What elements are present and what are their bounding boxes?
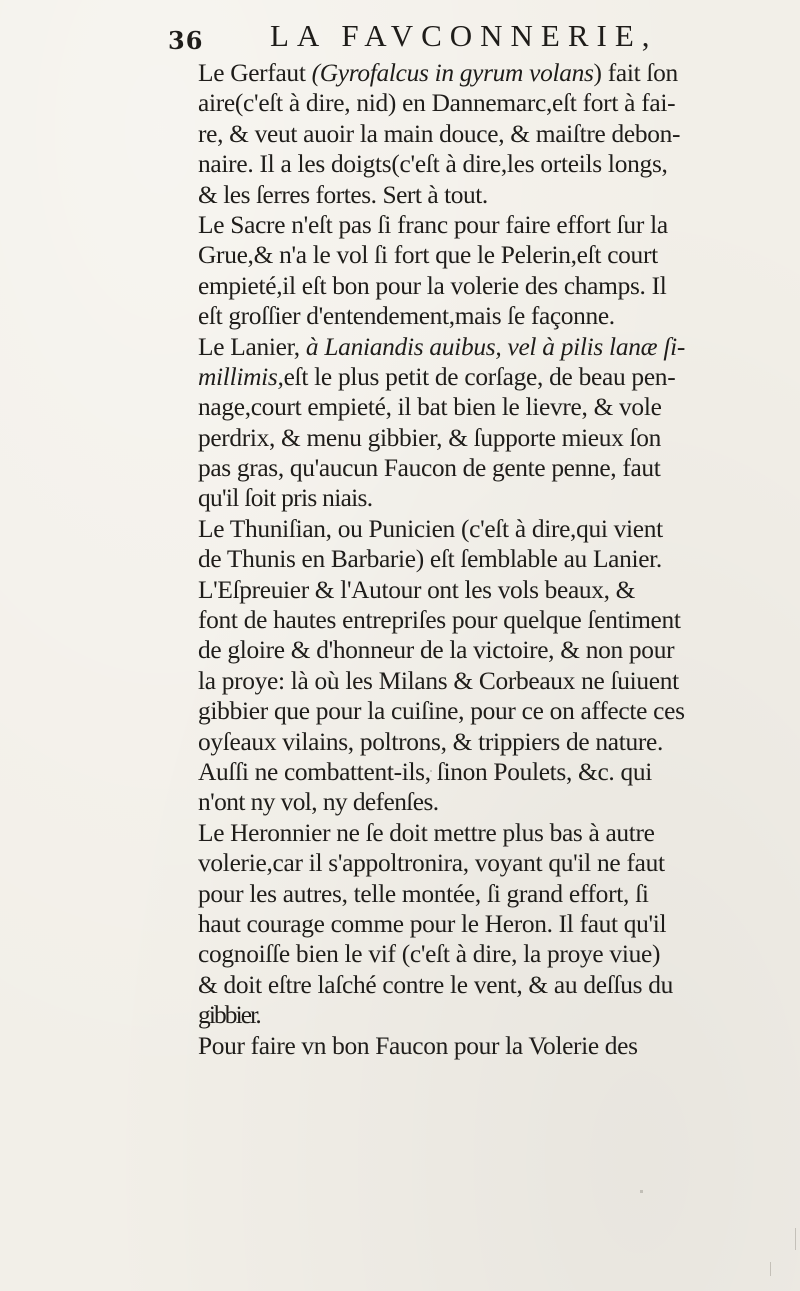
text-line — [198, 271, 798, 301]
text-run: qu'il ſoit pris niais. — [198, 484, 373, 513]
italic-run: à Laniandis auibus, vel à pilis lanæ ſi- — [305, 332, 686, 361]
body-text — [198, 58, 798, 1061]
text-run: naire. Il a les doigts(c'eſt à dire,les orteils longs, — [198, 150, 668, 179]
text-line — [198, 514, 798, 544]
text-line — [198, 909, 798, 939]
text-line — [198, 544, 798, 574]
text-line — [198, 180, 798, 210]
text-run: Le Gerfaut — [198, 59, 312, 87]
text-run: pas gras, qu'aucun Faucon de gente penne, faut — [198, 454, 661, 483]
text-line — [198, 939, 798, 969]
text-line — [198, 696, 798, 726]
text-line — [198, 970, 798, 1000]
text-line — [198, 423, 798, 453]
text-run: volerie,car il s'appoltronira, voyant qu'il ne faut — [198, 849, 665, 878]
text-run: ) fait ſon — [593, 59, 678, 87]
text-line — [198, 605, 798, 635]
text-run: & les ſerres fortes. Sert à tout. — [198, 180, 488, 209]
text-line — [198, 1031, 798, 1061]
text-run: L'Eſpreuier & l'Autour ont les vols beaux, & — [198, 575, 636, 604]
text-run: eſt groſſier d'entendement,mais ſe façonne. — [198, 302, 615, 331]
text-line — [198, 757, 798, 787]
text-run: n'ont ny vol, ny defenſes. — [198, 788, 439, 817]
text-run: Le Heronnier ne ſe doit mettre plus bas à autre — [198, 818, 655, 847]
text-line — [198, 301, 798, 331]
text-run: eſt le plus petit de corſage, de beau pen- — [283, 362, 676, 391]
text-line — [198, 666, 798, 696]
text-run: gibbier. — [198, 1001, 260, 1030]
paper-speck — [430, 770, 432, 772]
text-line — [198, 362, 798, 392]
paper-speck — [795, 1228, 796, 1250]
text-line — [198, 58, 798, 88]
text-run: la proye: là où les Milans & Corbeaux ne ſuiuent — [198, 666, 679, 695]
text-run: & doit eſtre laſché contre le vent, & au deſſus du — [198, 970, 674, 999]
text-run: Le Thuniſian, ou Punicien (c'eſt à dire,qui vient — [198, 514, 663, 543]
paper-speck — [640, 1190, 643, 1193]
text-run: Grue,& n'a le vol ſi fort que le Pelerin,eſt court — [198, 241, 658, 270]
text-line — [198, 88, 798, 118]
text-line — [198, 483, 798, 513]
text-run: Auſſi ne combattent-ils, ſinon Poulets, &c. qui — [198, 757, 652, 786]
text-run: nage,court empieté, il bat bien le lievre, & vole — [198, 393, 662, 422]
text-run: Le Sacre n'eſt pas ſi franc pour faire effort ſur la — [198, 210, 668, 239]
text-line — [198, 787, 798, 817]
italic-run: millimis, — [198, 362, 284, 391]
text-line — [198, 210, 798, 240]
running-head: LA FAVCONNERIE, — [270, 18, 658, 53]
text-line — [198, 240, 798, 270]
paper-speck — [770, 1262, 771, 1276]
italic-run: (Gyrofalcus in gyrum volans — [311, 59, 594, 87]
text-line — [198, 879, 798, 909]
text-run: Le Lanier, — [198, 332, 306, 361]
text-line — [198, 575, 798, 605]
text-run: de Thunis en Barbarie) eſt ſemblable au Lanier. — [198, 545, 662, 574]
text-run: oyſeaux vilains, poltrons, & trippiers de nature. — [198, 727, 664, 756]
text-line — [198, 119, 798, 149]
text-line — [198, 149, 798, 179]
text-line — [198, 848, 798, 878]
text-line — [198, 453, 798, 483]
text-line — [198, 332, 798, 362]
text-line — [198, 635, 798, 665]
text-run: haut courage comme pour le Heron. Il faut qu'il — [198, 909, 667, 938]
text-line — [198, 727, 798, 757]
text-line — [198, 1000, 798, 1030]
text-line — [198, 818, 798, 848]
text-run: gibbier que pour la cuiſine, pour ce on affecte ces — [198, 697, 685, 726]
text-run: Pour faire vn bon Faucon pour la Volerie des — [198, 1031, 638, 1060]
text-run: empieté,il eſt bon pour la volerie des champs. Il — [198, 271, 667, 300]
text-run: perdrix, & menu gibbier, & ſupporte mieux ſon — [198, 423, 661, 452]
text-run: cognoiſſe bien le vif (c'eſt à dire, la proye viue) — [198, 940, 661, 969]
text-run: aire(c'eſt à dire, nid) en Dannemarc,eſt fort à fai- — [198, 89, 676, 118]
text-run: pour les autres, telle montée, ſi grand effort, ſi — [198, 879, 649, 908]
text-run: font de hautes entrepriſes pour quelque ſentiment — [198, 606, 681, 635]
text-run: re, & veut auoir la main douce, & maiſtre debon- — [198, 119, 681, 148]
page-number: 36 — [168, 26, 204, 55]
text-run: de gloire & d'honneur de la victoire, & non pour — [198, 636, 675, 665]
text-line — [198, 392, 798, 422]
